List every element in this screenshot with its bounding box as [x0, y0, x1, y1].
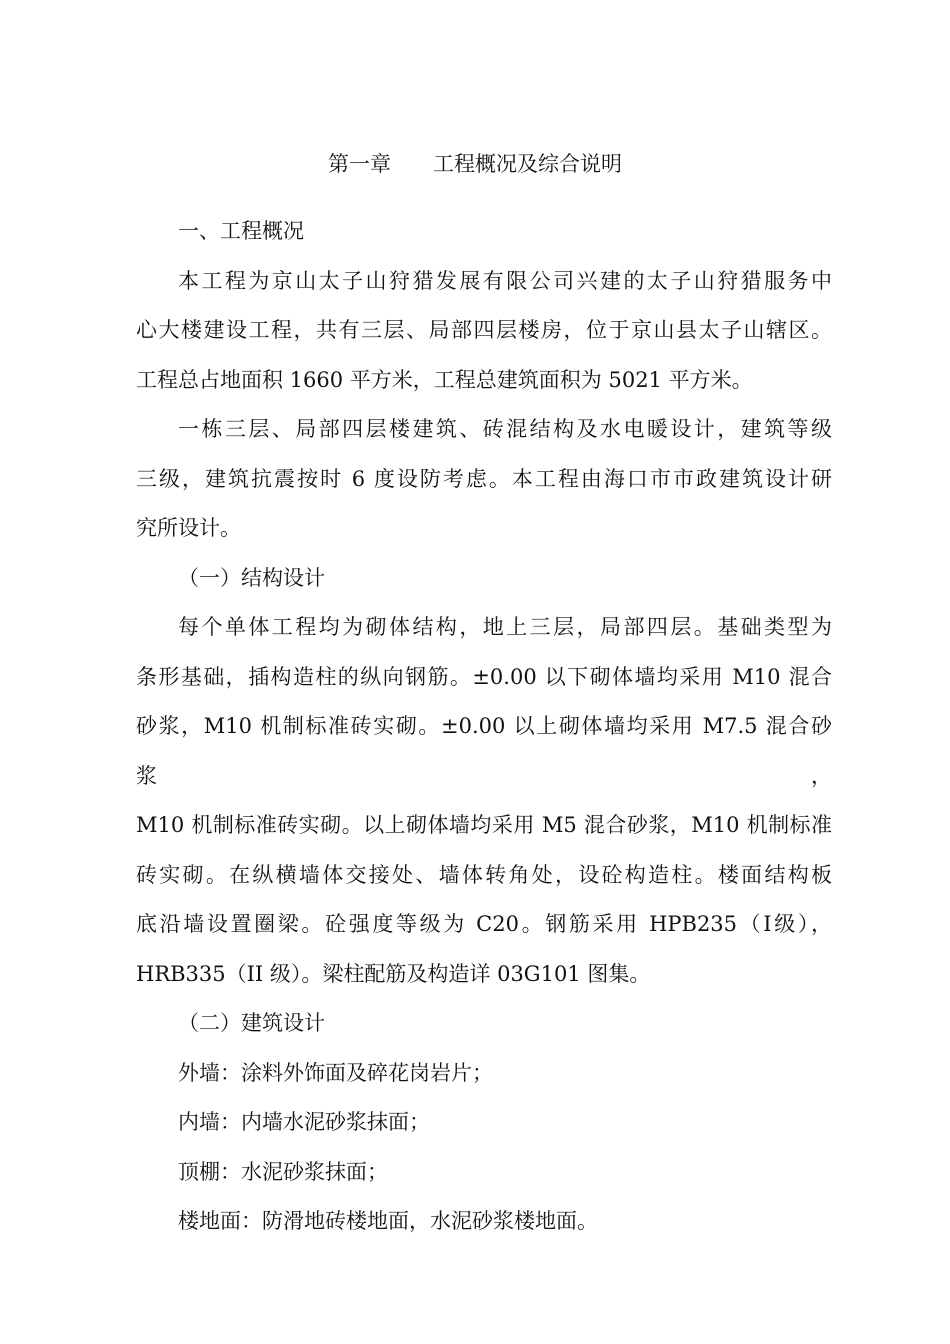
subsection-heading-structure: （一）结构设计 — [178, 565, 325, 590]
architecture-item-exterior-wall: 外墙：涂料外饰面及碎花岗岩片； — [178, 1060, 493, 1085]
paragraph-line: 本工程为京山太子山狩猎发展有限公司兴建的太子山狩猎服务中 — [178, 268, 832, 293]
document-body — [136, 207, 832, 1247]
paragraph-line: 一栋三层、局部四层楼建筑、砖混结构及水电暖设计，建筑等级 — [178, 417, 832, 441]
paragraph-line: 底沿墙设置圈梁。砼强度等级为 C20。钢筋采用 HPB235（Ⅰ级）， — [136, 912, 832, 936]
section-heading-overview: 一、工程概况 — [178, 219, 304, 243]
paragraph-line: 条形基础，插构造柱的纵向钢筋。±0.00 以下砌体墙均采用 M10 混合 — [136, 664, 832, 689]
paragraph-line: HRB335（II 级）。梁柱配筋及构造详 03G101 图集。 — [136, 961, 651, 986]
architecture-item-interior-wall: 内墙：内墙水泥砂浆抹面； — [178, 1110, 430, 1134]
architecture-item-floor: 楼地面：防滑地砖楼地面，水泥砂浆楼地面。 — [178, 1209, 598, 1233]
paragraph-line: M10 机制标准砖实砌。以上砌体墙均采用 M5 混合砂浆，M10 机制标准 — [136, 813, 832, 837]
structure-paragraph — [136, 603, 832, 999]
paragraph-line: 工程总占地面积 1660 平方米，工程总建筑面积为 5021 平方米。 — [136, 367, 753, 392]
overview-paragraph-2 — [136, 405, 832, 554]
architecture-item-ceiling: 顶棚：水泥砂浆抹面； — [178, 1159, 388, 1184]
chapter-title: 第一章 工程概况及综合说明 — [328, 152, 622, 176]
paragraph-line: 砂浆，M10 机制标准砖实砌。±0.00 以上砌体墙均采用 M7.5 混合砂浆， — [136, 714, 832, 788]
overview-paragraph-1 — [136, 257, 832, 406]
paragraph-line: 三级，建筑抗震按时 6 度设防考虑。本工程由海口市市政建筑设计研 — [136, 466, 832, 491]
subsection-heading-architecture: （二）建筑设计 — [178, 1011, 325, 1035]
paragraph-line: 究所设计。 — [136, 516, 241, 540]
paragraph-line: 每个单体工程均为砌体结构，地上三层，局部四层。基础类型为 — [178, 615, 832, 639]
paragraph-line: 心大楼建设工程，共有三层、局部四层楼房，位于京山县太子山辖区。 — [136, 318, 832, 342]
paragraph-line: 砖实砌。在纵横墙体交接处、墙体转角处，设砼构造柱。楼面结构板 — [136, 862, 832, 887]
